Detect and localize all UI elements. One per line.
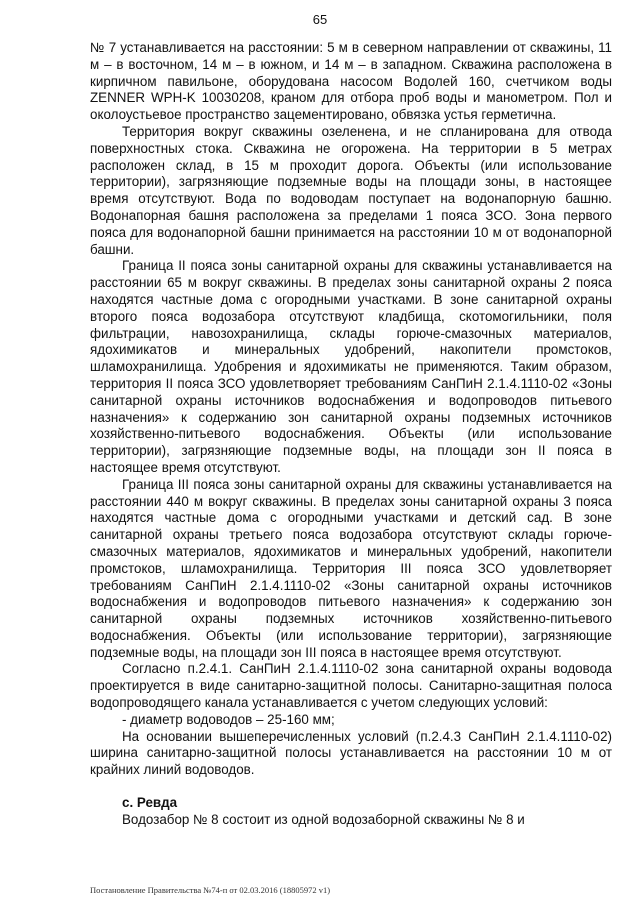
document-body: [90, 40, 612, 829]
paragraph-sanpin-2-4-1: Согласно п.2.4.1. СанПиН 2.1.4.1110-02 зона санитарной охраны водовода проектируется в виде санитарно-защитной полосы. Санитарно-защитная полоса водопроводящего канала устанавливается с учетом следующих условий:: [90, 661, 612, 711]
page-number: 65: [312, 12, 328, 27]
paragraph-well-7-distances: № 7 устанавливается на расстоянии: 5 м в северном направлении от скважины, 11 м – в восточном, 14 м – в южном, и 14 м – в западном. Скважина расположена в кирпичном павильоне, оборудована насосом Водолей 160, счетчиком воды ZENNER WPH-K 10030208, краном для отбора проб воды и манометром. Пол и околоустьевое пространство зацементировано, обвязка устья герметична.: [90, 40, 612, 123]
paragraph-intake-8: Водозабор № 8 состоит из одной водозаборной скважины № 8 и: [122, 811, 525, 827]
paragraph-territory: Территория вокруг скважины озеленена, и не спланирована для отвода поверхностных стока. Скважина не огорожена. На территории в 5 метрах расположен склад, в 15 м проходит дорога. Объекты (или использование территории), загрязняющие подземные воды на площади зоны, в настоящее время отсутствуют. Вода по водоводам поступает на водонапорную башню. Водонапорная башня расположена за пределами 1 пояса ЗСО. Зона первого пояса для водонапорной башни принимается на расстоянии 10 м от водонапорной башни.: [90, 123, 612, 257]
paragraph-zone-3: Граница III пояса зоны санитарной охраны для скважины устанавливается на расстоянии 440 м вокруг скважины. В пределах зоны санитарной охраны 3 пояса находятся частные дома с огородными участками и детский сад. В зоне санитарной охраны третьего пояса водозабора отсутствуют склады горюче-смазочных материалов, ядохимикатов и минеральных удобрений, накопители промстоков, шламохранилища. Территория III пояса ЗСО удовлетворяет требованиям СанПиН 2.1.4.1110-02 «Зоны санитарной охраны источников водоснабжения и водопроводов питьевого назначения» к содержанию зон санитарной охраны подземных источников хозяйственно-питьевого водоснабжения. Объекты (или использование территории), загрязняющие подземные воды, на площади зон III пояса в настоящее время отсутствуют.: [90, 476, 612, 660]
section-heading: с. Ревда: [122, 795, 178, 811]
paragraph-zone-2: Граница II пояса зоны санитарной охраны для скважины устанавливается на расстоянии 65 м вокруг скважины. В пределах зоны санитарной охраны 2 пояса находятся частные дома с огородными участками. В зоне санитарной охраны второго пояса водозабора отсутствуют кладбища, скотомогильники, поля фильтрации, навозохранилища, склады горюче-смазочных материалов, ядохимикатов и минеральных удобрений, накопители промстоков, шламохранилища. Удобрения и ядохимикаты не применяются. Таким образом, территория II пояса ЗСО удовлетворяет требованиям СанПиН 2.1.4.1110-02 «Зоны санитарной охраны источников водоснабжения и водопроводов питьевого назначения» к содержанию зон санитарной охраны подземных источников хозяйственно-питьевого водоснабжения. Объекты (или использование территории), загрязняющие подземные воды, на площади зон II пояса в настоящее время отсутствуют.: [90, 258, 612, 475]
paragraph-diameter: - диаметр водоводов – 25-160 мм;: [122, 711, 335, 727]
paragraph-sanpin-2-4-3: На основании вышеперечисленных условий (п.2.4.3 СанПиН 2.1.4.1110-02) ширина санитарно-защитной полосы устанавливается на расстоянии 10 м от крайних линий водоводов.: [90, 728, 612, 778]
footer-note: Постановление Правительства №74-п от 02.03.2016 (18805972 v1): [90, 885, 331, 895]
